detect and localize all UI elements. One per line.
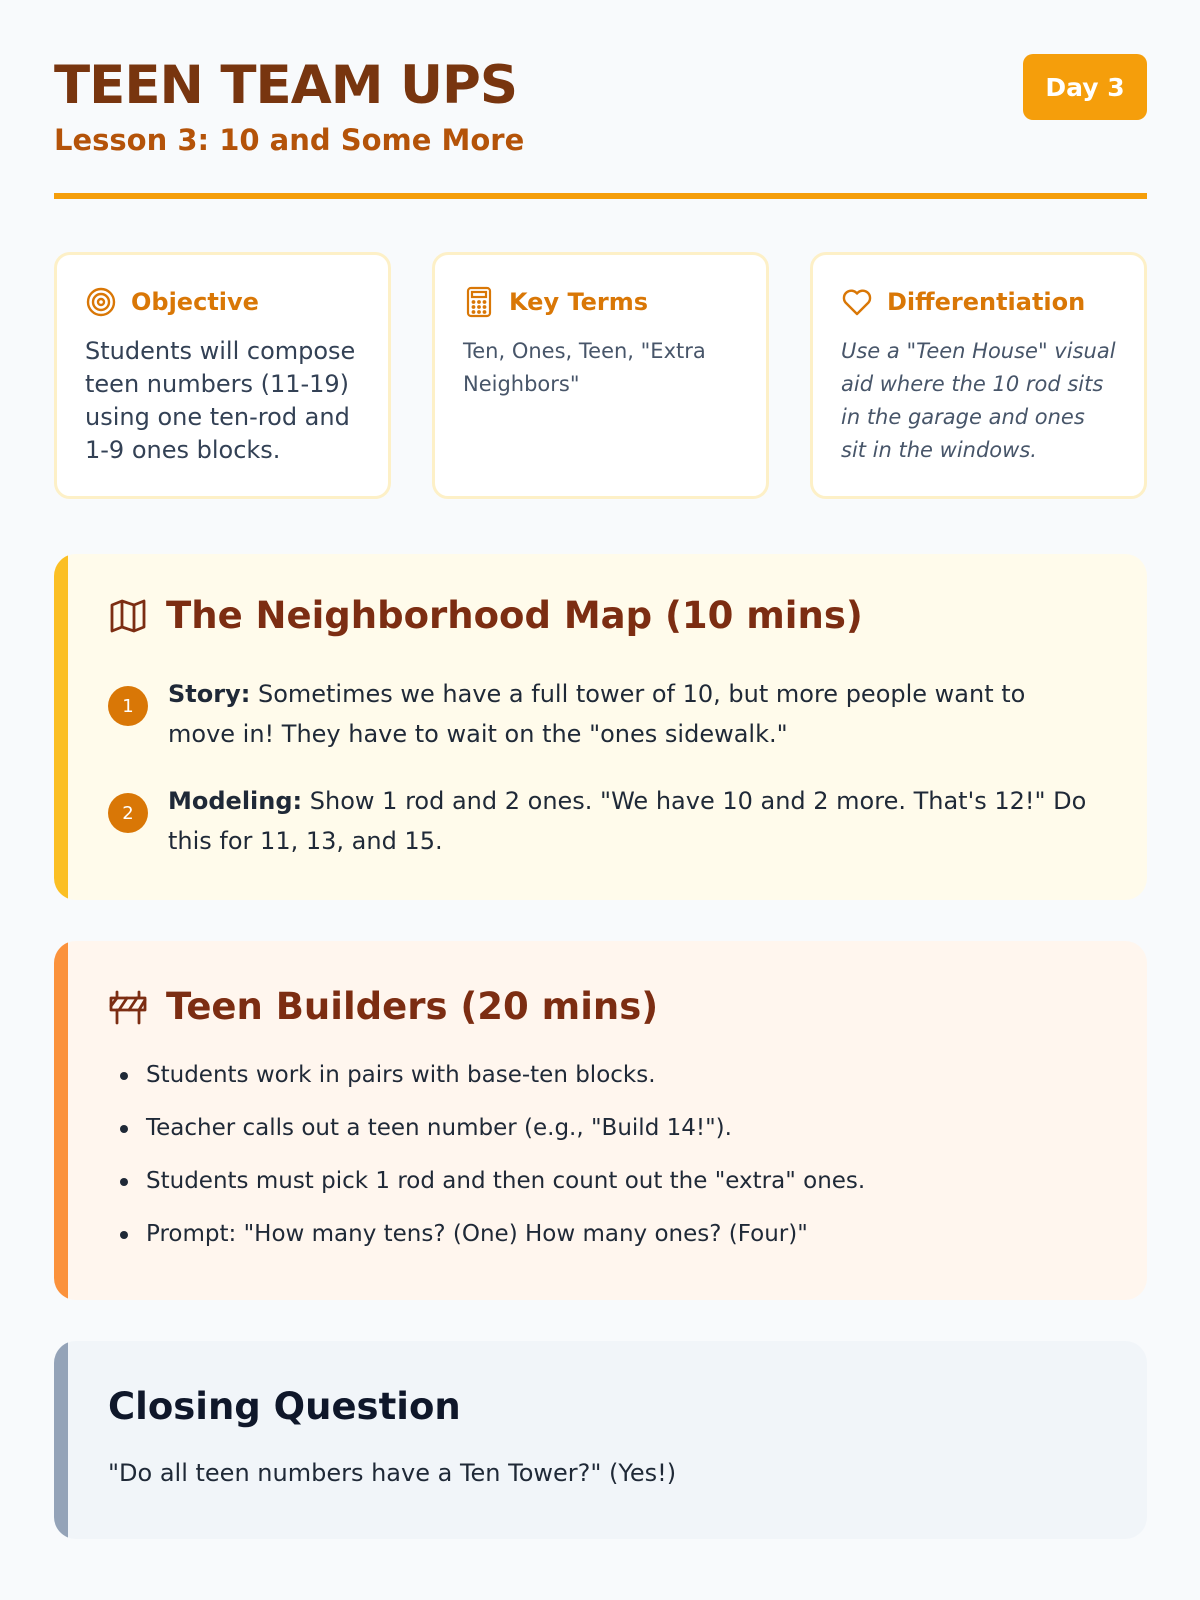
step-text <box>168 674 1098 754</box>
section-title: Closing Question <box>108 1385 461 1428</box>
map-icon <box>108 596 148 636</box>
step-number: 1 <box>108 686 148 726</box>
accent-bar <box>54 554 68 900</box>
closing-question-section <box>54 1341 1147 1539</box>
step-number: 2 <box>108 793 148 833</box>
step-description: Show 1 rod and 2 ones. "We have 10 and 2 more. That's 12!" Do this for 11, 13, and 15. <box>168 787 1087 855</box>
neighborhood-map-section <box>54 554 1147 900</box>
card-body: Ten, Ones, Teen, "Extra Neighbors" <box>463 339 706 396</box>
page-title: TEEN TEAM UPS <box>54 55 517 116</box>
card-body: Use a "Teen House" visual aid where the 10 rod sits in the garage and ones sit in the windows. <box>841 339 1116 462</box>
lesson-subtitle: Lesson 3: 10 and Some More <box>54 123 525 157</box>
accent-bar <box>54 941 68 1300</box>
card-title: Objective <box>131 288 259 316</box>
step-label: Story: <box>168 680 251 708</box>
activity-list <box>114 1055 1104 1267</box>
info-cards <box>54 252 1147 499</box>
step-text <box>168 781 1098 861</box>
teen-builders-section <box>54 941 1147 1300</box>
card-title: Differentiation <box>887 288 1086 316</box>
list-item: Students must pick 1 rod and then count out the "extra" ones. <box>114 1161 1104 1214</box>
differentiation-card <box>810 252 1147 499</box>
closing-question-text: "Do all teen numbers have a Ten Tower?" (Yes!) <box>108 1459 677 1487</box>
step-item <box>108 781 1098 861</box>
accent-bar <box>54 1341 68 1539</box>
list-item: Prompt: "How many tens? (One) How many ones? (Four)" <box>114 1214 1104 1267</box>
section-title: Teen Builders (20 mins) <box>166 985 659 1028</box>
heart-icon <box>841 286 873 318</box>
step-label: Modeling: <box>168 787 303 815</box>
card-title: Key Terms <box>509 288 649 316</box>
list-item: Teacher calls out a teen number (e.g., "Build 14!"). <box>114 1108 1104 1161</box>
objective-card <box>54 252 391 499</box>
calculator-icon <box>463 286 495 318</box>
day-badge: Day 3 <box>1023 54 1147 120</box>
construction-barrier-icon <box>108 987 148 1027</box>
target-icon <box>85 286 117 318</box>
key-terms-card <box>432 252 769 499</box>
card-body: Students will compose teen numbers (11-19) using one ten-rod and 1-9 ones blocks. <box>85 337 356 464</box>
section-title: The Neighborhood Map (10 mins) <box>166 594 863 637</box>
step-description: Sometimes we have a full tower of 10, but more people want to move in! They have to wait on the "ones sidewalk." <box>168 680 1026 748</box>
page-header <box>54 53 1147 199</box>
list-item: Students work in pairs with base-ten blocks. <box>114 1055 1104 1108</box>
step-item <box>108 674 1098 754</box>
